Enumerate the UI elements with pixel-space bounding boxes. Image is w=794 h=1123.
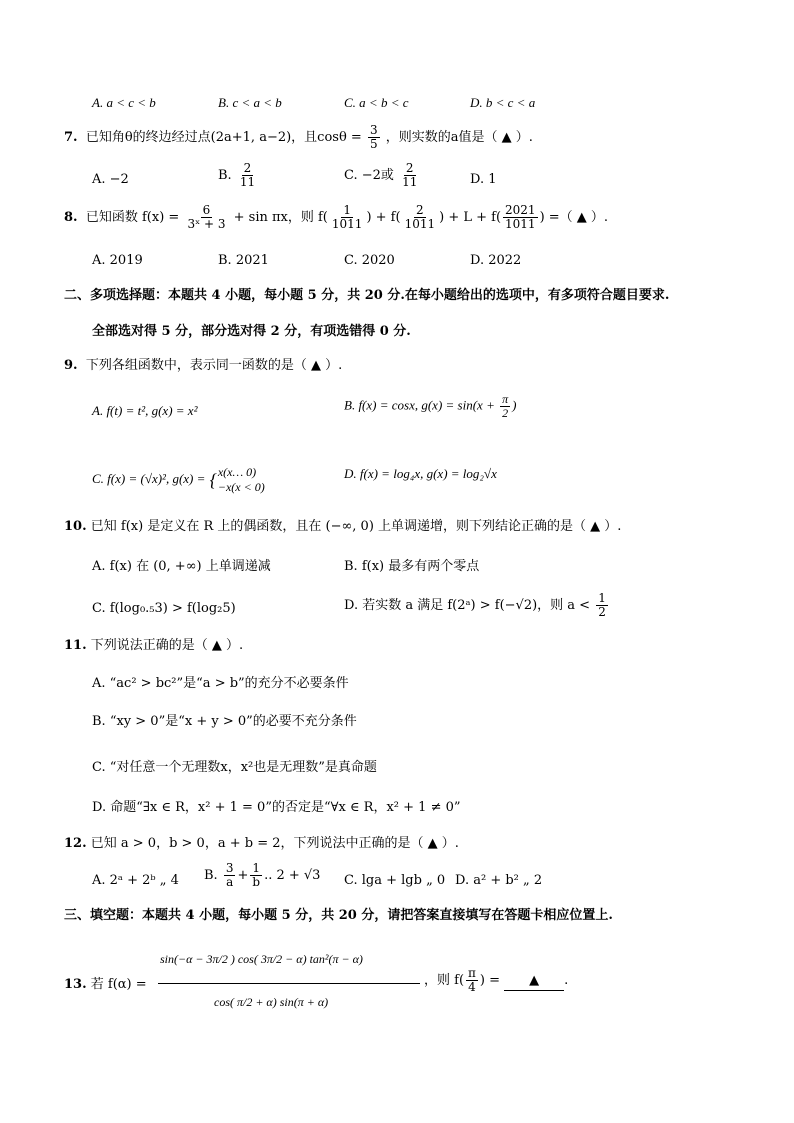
question-10-stem: 10. 已知 f(x) 是定义在 R 上的偶函数，且在 (−∞, 0) 上单调递增，则下列结论正确的是（ ▲ ）. — [64, 519, 622, 534]
q7-stem-pre: 已知角θ的终边经过点(2a+1, a−2)，且cosθ = — [85, 130, 362, 145]
q13-denominator: cos( π/2 + α) sin(π + α) — [214, 995, 329, 1009]
q6-option-a: A. a < c < b — [92, 95, 156, 110]
section-2-heading: 二、多项选择题：本题共 4 小题，每小题 5 分，共 20 分.在每小题给出的选项中，有多项符合题目要求. — [64, 288, 670, 303]
question-number: 7. — [64, 130, 78, 145]
q9-option-d: D. f(x) = log₄x, g(x) = log₂√x — [344, 466, 497, 481]
q7-option-c: C. −2或 $\frac{2}{11}$ — [344, 161, 418, 189]
q8-option-c: C. 2020 — [344, 253, 395, 268]
q11-option-d: D. 命题“∃x ∈ R，x² + 1 = 0”的否定是“∀x ∈ R，x² + 1 ≠ 0” — [92, 800, 461, 815]
q8-option-b: B. 2021 — [218, 253, 269, 268]
q11-option-c: C. “对任意一个无理数x，x²也是无理数”是真命题 — [92, 760, 377, 775]
q9-option-a: A. f(t) = t², g(x) = x² — [92, 403, 198, 418]
q13-numerator: sin(−α − 3π/2 ) cos( 3π/2 − α) tan²(π − α) — [160, 952, 363, 966]
q11-option-a: A. “ac² > bc²”是“a > b”的充分不必要条件 — [92, 676, 349, 691]
q7-option-d: D. 1 — [470, 172, 497, 187]
q11-option-b: B. “xy > 0”是“x + y > 0”的必要不充分条件 — [92, 714, 357, 729]
q9-case-2: −x(x < 0) — [217, 480, 265, 494]
q12-option-c: C. lga + lgb „ 0 — [344, 873, 446, 888]
q12-option-b: B. $\frac{3}{a}$ + $\frac{1}{b}$ .. 2 + √3 — [204, 861, 321, 889]
q13-stem-tail: ，则 f( $\frac{\pi}{4}$ ) = ▲ . — [424, 966, 569, 994]
q7-option-a: A. −2 — [92, 172, 129, 187]
q13-answer-blank[interactable]: ▲ — [504, 972, 564, 991]
question-12-stem: 12. 已知 a > 0，b > 0，a + b = 2，下列说法中正确的是（ ▲ ）. — [64, 836, 459, 851]
q7-stem-post: ，则实数的a值是（ ▲ ）. — [385, 130, 533, 145]
question-13-number: 13. 若 f(α) = — [64, 977, 147, 992]
question-9-stem: 9. 下列各组函数中，表示同一函数的是（ ▲ ）. — [64, 358, 343, 373]
q8-option-a: A. 2019 — [92, 253, 143, 268]
q6-option-b: B. c < a < b — [218, 95, 282, 110]
q7-option-b: B. $\frac{2}{11}$ — [218, 161, 256, 189]
q12-option-d: D. a² + b² „ 2 — [455, 873, 543, 888]
question-7-stem — [64, 124, 533, 151]
q12-option-a: A. 2ᵃ + 2ᵇ „ 4 — [92, 873, 179, 888]
q9-option-c: C. f(x) = (√x)², g(x) = { x(x… 0) −x(x < 0) — [92, 465, 265, 494]
question-11-stem: 11. 下列说法正确的是（ ▲ ）. — [64, 638, 244, 653]
q9-case-1: x(x… 0) — [217, 465, 257, 479]
question-8-stem: 8. 已知函数 f(x) = $\frac{6}{\text{3ˣ + 3}}$ + sin πx，则 f( $\frac{1}{1011}$ ) + f( $\frac{2}{1011}$ ) + L + f( $\frac{2021}{1011}$ ) =（ ▲ ）. — [64, 203, 609, 231]
q7-fraction: $\frac{3}{5}$ — [369, 123, 378, 151]
q9-option-b: B. f(x) = cosx, g(x) = sin(x + $\frac{\pi}{2}$ ) — [344, 392, 517, 420]
q6-option-d: D. b < c < a — [470, 95, 536, 110]
q10-option-a: A. f(x) 在 (0, +∞) 上单调递减 — [92, 559, 271, 574]
q8-option-d: D. 2022 — [470, 253, 522, 268]
q10-option-c: C. f(log₀.₅3) > f(log₂5) — [92, 601, 236, 616]
q6-option-c: C. a < b < c — [344, 95, 409, 110]
q10-option-b: B. f(x) 最多有两个零点 — [344, 559, 480, 574]
section-2-rules: 全部选对得 5 分，部分选对得 2 分，有项选错得 0 分. — [92, 324, 411, 339]
section-3-heading: 三、填空题：本题共 4 小题，每小题 5 分，共 20 分，请把答案直接填写在答题卡相应位置上. — [64, 908, 613, 923]
q13-fraction-bar — [158, 983, 420, 984]
q10-option-d: D. 若实数 a 满足 f(2ᵃ) > f(−√2)，则 a < $\frac{1}{2}$ — [344, 591, 606, 619]
